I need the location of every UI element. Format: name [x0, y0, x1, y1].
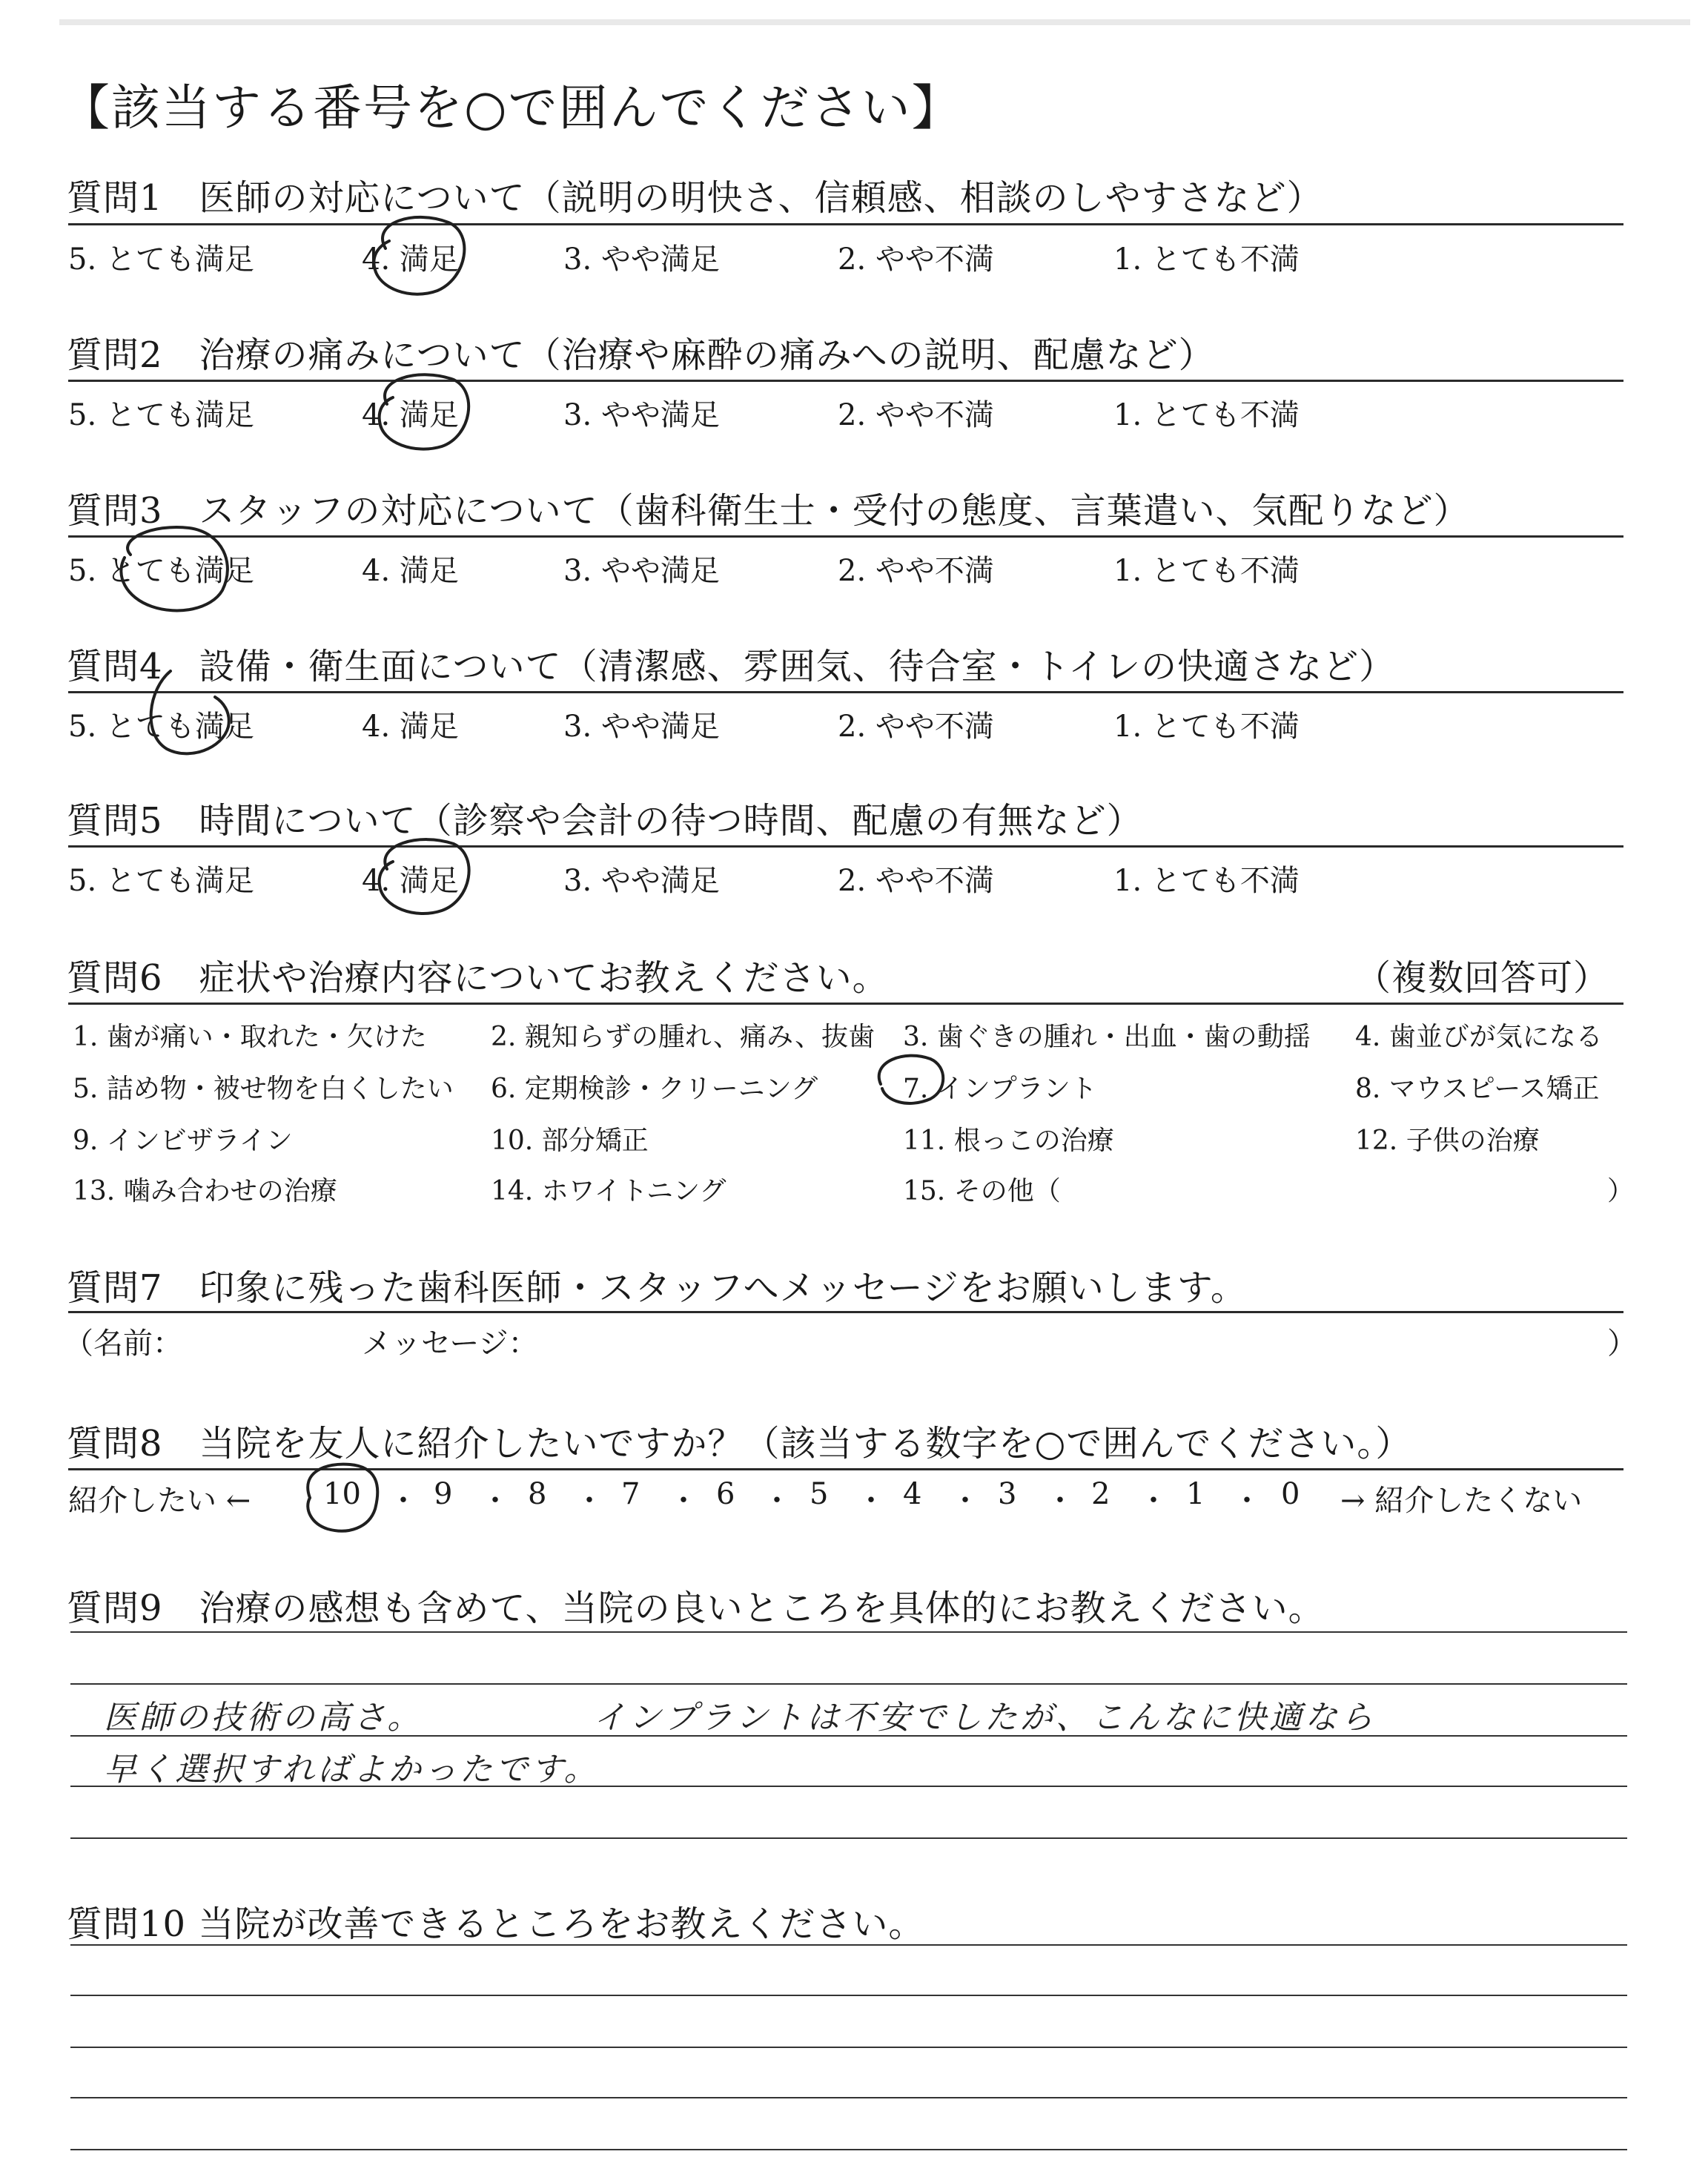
q6-option-8[interactable]: 8. マウスピース矯正 — [1355, 1074, 1600, 1104]
q1-option-5[interactable]: 5. とても満足 — [68, 242, 254, 277]
q2-option-3[interactable]: 3. やや満足 — [563, 398, 720, 432]
q10-answer-line — [70, 2149, 1627, 2150]
q4-option-3[interactable]: 3. やや満足 — [563, 710, 720, 744]
q5-option-4[interactable]: 4. 満足 — [362, 864, 459, 898]
question-3-text: 質問3 スタッフの対応について（歯科衛生士・受付の態度、言葉遣い、気配りなど） — [67, 490, 1470, 532]
q8-sep: ・ — [1139, 1484, 1168, 1518]
question-3-rule — [68, 535, 1623, 538]
q8-scale-8[interactable]: 8 — [528, 1477, 547, 1511]
question-4-rule — [68, 691, 1623, 693]
q8-scale-7[interactable]: 7 — [621, 1477, 640, 1511]
q3-option-3[interactable]: 3. やや満足 — [563, 554, 720, 588]
q9-answer-line — [70, 1683, 1627, 1685]
q8-scale-0[interactable]: 0 — [1281, 1477, 1300, 1511]
question-2-text: 質問2 治療の痛みについて（治療や麻酔の痛みへの説明、配慮など） — [67, 334, 1215, 376]
q5-option-5[interactable]: 5. とても満足 — [68, 864, 254, 898]
q6-option-12[interactable]: 12. 子供の治療 — [1355, 1126, 1540, 1156]
q4-option-2[interactable]: 2. やや不満 — [838, 710, 994, 744]
q2-option-1[interactable]: 1. とても不満 — [1113, 398, 1300, 432]
q5-option-2[interactable]: 2. やや不満 — [838, 864, 994, 898]
q6-option-4[interactable]: 4. 歯並びが気になる — [1355, 1022, 1603, 1052]
q4-option-1[interactable]: 1. とても不満 — [1113, 710, 1300, 744]
q7-message-label[interactable]: メッセージ： — [362, 1327, 538, 1361]
q10-answer-line — [70, 1944, 1627, 1946]
q8-scale-left-label: 紹介したい ← — [68, 1484, 251, 1518]
q4-option-4[interactable]: 4. 満足 — [362, 710, 459, 744]
question-7-text: 質問7 印象に残った歯科医師・スタッフへメッセージをお願いします。 — [67, 1267, 1247, 1309]
question-7-rule — [68, 1311, 1623, 1313]
q8-sep: ・ — [669, 1484, 698, 1518]
question-5-text: 質問5 時間について（診察や会計の待つ時間、配慮の有無など） — [67, 800, 1143, 842]
q6-option-1[interactable]: 1. 歯が痛い・取れた・欠けた — [73, 1022, 427, 1052]
question-8-rule — [68, 1468, 1623, 1470]
q6-option-6[interactable]: 6. 定期検診・クリーニング — [491, 1074, 818, 1104]
q10-answer-line — [70, 2047, 1627, 2048]
q8-scale-1[interactable]: 1 — [1186, 1477, 1205, 1511]
q9-handwritten-answer-1b: インプラントは不安でしたが、こんなに快適なら — [593, 1699, 1376, 1737]
q9-handwritten-answer-2: 早く選択すればよかったです。 — [104, 1751, 600, 1789]
q8-sep: ・ — [1045, 1484, 1075, 1518]
q8-sep: ・ — [480, 1484, 510, 1518]
q7-close-paren: ） — [1607, 1327, 1637, 1361]
q5-option-1[interactable]: 1. とても不満 — [1113, 864, 1300, 898]
q10-answer-line — [70, 1995, 1627, 1996]
q6-option-7[interactable]: 7. インプラント — [903, 1074, 1097, 1104]
q8-sep: ・ — [762, 1484, 792, 1518]
q6-option-3[interactable]: 3. 歯ぐきの腫れ・出血・歯の動揺 — [903, 1022, 1311, 1052]
question-6-note: （複数回答可） — [1355, 957, 1610, 999]
q8-sep: ・ — [856, 1484, 886, 1518]
question-6-rule — [68, 1003, 1623, 1005]
q8-scale-2[interactable]: 2 — [1091, 1477, 1110, 1511]
q6-option-15[interactable]: 15. その他（ — [903, 1176, 1061, 1206]
q8-sep: ・ — [388, 1484, 418, 1518]
question-2-rule — [68, 380, 1623, 382]
q1-option-3[interactable]: 3. やや満足 — [563, 242, 720, 277]
q8-sep: ・ — [950, 1484, 980, 1518]
question-4-text: 質問4 設備・衛生面について（清潔感、雰囲気、待合室・トイレの快適さなど） — [67, 646, 1396, 687]
question-5-rule — [68, 845, 1623, 848]
q6-option-10[interactable]: 10. 部分矯正 — [491, 1126, 649, 1156]
q10-answer-line — [70, 2097, 1627, 2098]
question-1-text: 質問1 医師の対応について（説明の明快さ、信頼感、相談のしやすさなど） — [67, 177, 1323, 219]
q6-option-5[interactable]: 5. 詰め物・被せ物を白くしたい — [73, 1074, 454, 1104]
q8-scale-3[interactable]: 3 — [998, 1477, 1017, 1511]
q8-sep: ・ — [575, 1484, 604, 1518]
q3-option-1[interactable]: 1. とても不満 — [1113, 554, 1300, 588]
q4-option-5[interactable]: 5. とても満足 — [68, 710, 254, 744]
q8-scale-5[interactable]: 5 — [810, 1477, 829, 1511]
q6-option-13[interactable]: 13. 噛み合わせの治療 — [73, 1176, 337, 1206]
q2-option-4[interactable]: 4. 満足 — [362, 398, 459, 432]
q3-option-2[interactable]: 2. やや不満 — [838, 554, 994, 588]
q6-option-9[interactable]: 9. インビザライン — [73, 1126, 293, 1156]
q8-scale-right-label: → 紹介したくない — [1340, 1484, 1583, 1518]
q2-option-5[interactable]: 5. とても満足 — [68, 398, 254, 432]
question-6-text: 質問6 症状や治療内容についてお教えください。 — [67, 957, 889, 999]
q8-scale-4[interactable]: 4 — [903, 1477, 922, 1511]
q1-option-2[interactable]: 2. やや不満 — [838, 242, 994, 277]
question-10-text: 質問10 当院が改善できるところをお教えください。 — [67, 1903, 925, 1945]
page-title: 【該当する番号を○で囲んでください】 — [61, 79, 962, 136]
q9-answer-line — [70, 1631, 1627, 1633]
q5-option-3[interactable]: 3. やや満足 — [563, 864, 720, 898]
q3-option-4[interactable]: 4. 満足 — [362, 554, 459, 588]
question-9-text: 質問9 治療の感想も含めて、当院の良いところを具体的にお教えください。 — [67, 1588, 1325, 1629]
q1-option-1[interactable]: 1. とても不満 — [1113, 242, 1300, 277]
q2-option-2[interactable]: 2. やや不満 — [838, 398, 994, 432]
q7-name-label[interactable]: （名前： — [64, 1327, 182, 1361]
q9-answer-line — [70, 1837, 1627, 1839]
q8-sep: ・ — [1232, 1484, 1262, 1518]
q6-option-15-close: ） — [1607, 1176, 1635, 1206]
q1-option-4[interactable]: 4. 満足 — [362, 242, 459, 277]
question-1-rule — [68, 223, 1623, 225]
q8-scale-10[interactable]: 10 — [323, 1477, 361, 1511]
q6-option-2[interactable]: 2. 親知らずの腫れ、痛み、抜歯 — [491, 1022, 875, 1052]
q6-option-14[interactable]: 14. ホワイトニング — [491, 1176, 726, 1206]
q8-scale-6[interactable]: 6 — [716, 1477, 735, 1511]
q8-scale-9[interactable]: 9 — [434, 1477, 453, 1511]
scan-top-edge — [59, 19, 1690, 25]
q9-handwritten-answer-1a: 医師の技術の高さ。 — [104, 1699, 423, 1737]
q3-option-5[interactable]: 5. とても満足 — [68, 554, 254, 588]
q6-option-11[interactable]: 11. 根っこの治療 — [903, 1126, 1114, 1156]
question-8-text: 質問8 当院を友人に紹介したいですか？（該当する数字を○で囲んでください。） — [67, 1423, 1412, 1464]
